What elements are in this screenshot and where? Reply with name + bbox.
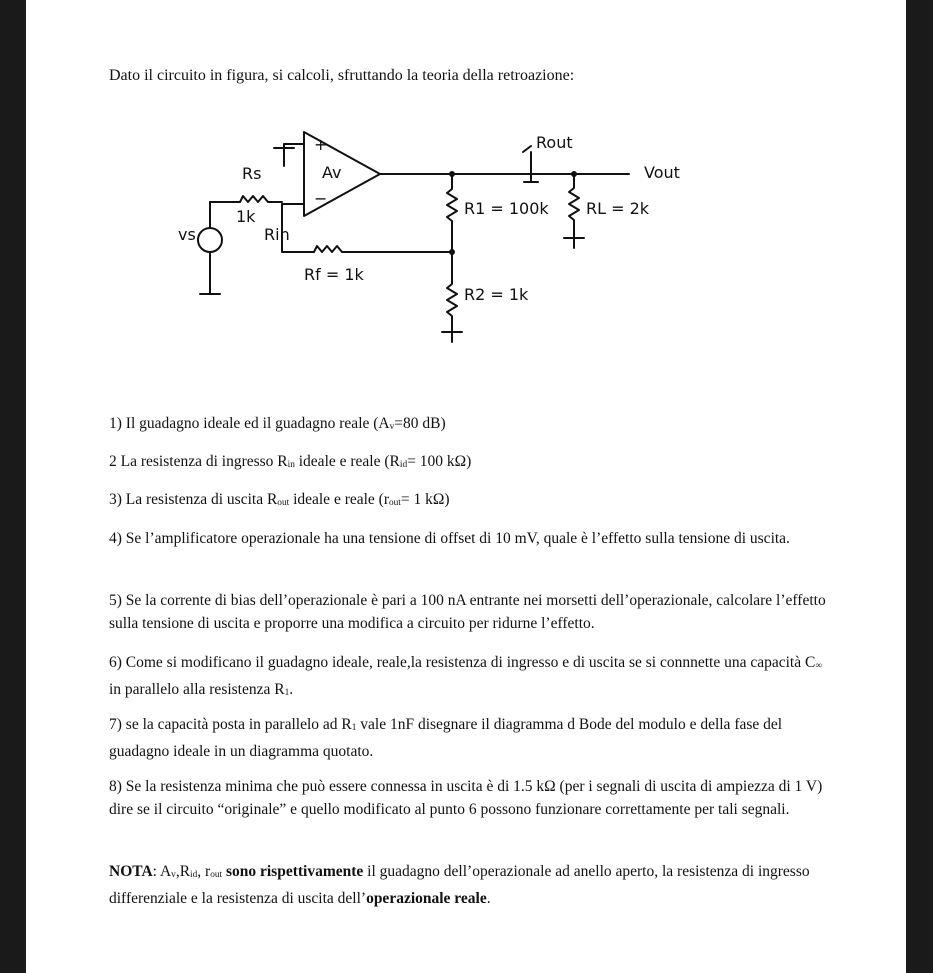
rl-ground (564, 238, 584, 248)
plus-ground (274, 144, 294, 166)
label-vout: Vout (644, 163, 680, 182)
question-2: 2 La resistenza di ingresso Rin ideale e reale (Rid= 100 kΩ) (109, 453, 472, 470)
label-plus: + (314, 135, 328, 154)
label-r1: R1 = 100k (464, 199, 549, 218)
label-r2: R2 = 1k (464, 285, 529, 304)
question-4: 4) Se l’amplificatore operazionale ha una tensione di offset di 10 mV, quale è l’effetto sulla tensione di uscita. (109, 530, 790, 547)
r2-ground (442, 332, 462, 342)
nota-paragraph: NOTA: Av,Rid, rout sono rispettivamente il guadagno dell’operazionale ad anello aperto, la resistenza di ingresso differenziale e la resistenza di uscita dell’operazionale reale. (109, 863, 810, 907)
label-vs: vs (178, 225, 196, 244)
document-page (26, 0, 906, 973)
circuit-diagram (154, 124, 714, 350)
question-3: 3) La resistenza di uscita Rout ideale e reale (rout= 1 kΩ) (109, 491, 450, 508)
node-r1 (449, 171, 455, 177)
intro-text: Dato il circuito in figura, si calcoli, sfruttando la teoria della retroazione: (109, 67, 575, 84)
question-8: 8) Se la resistenza minima che può essere connessa in uscita è di 1.5 kΩ (per i segnali di uscita di ampiezza di 1 V) dire se il circuito “originale” e quello modificato al punto 6 possono funzionare correttamente per tali segnali. (109, 778, 823, 818)
label-rs-value: 1k (236, 207, 256, 226)
label-rs: Rs (242, 164, 262, 183)
label-rl: RL = 2k (586, 199, 650, 218)
question-7: 7) se la capacità posta in parallelo ad R1 vale 1nF disegnare il diagramma d Bode del modulo e della fase del guadagno ideale in un diagramma quotato. (109, 716, 783, 760)
question-1: 1) Il guadagno ideale ed il guadagno reale (Av=80 dB) (109, 415, 446, 432)
feedback-wire (282, 204, 452, 252)
source-circle (198, 228, 222, 252)
label-minus: − (314, 189, 328, 208)
question-6: 6) Come si modificano il guadagno ideale, reale,la resistenza di ingresso e di uscita se si connnette una capacità C∞ in parallelo alla resistenza R1. (109, 654, 822, 698)
source-ground (200, 252, 220, 294)
circuit-figure (154, 124, 714, 350)
label-rf: Rf = 1k (304, 265, 364, 284)
label-rout: Rout (536, 133, 573, 152)
rs-wire (210, 196, 282, 202)
rl-branch (569, 174, 579, 238)
question-5: 5) Se la corrente di bias dell’operazionale è pari a 100 nA entrante nei morsetti dell’operazionale, calcolare l’effetto sulla tensione di uscita e proporre una modifica a circuito per ridurne l’effetto. (109, 592, 826, 632)
node-rf (449, 249, 455, 255)
label-av: Av (322, 163, 342, 182)
node-rl (571, 171, 577, 177)
label-rin: Rin (264, 225, 290, 244)
